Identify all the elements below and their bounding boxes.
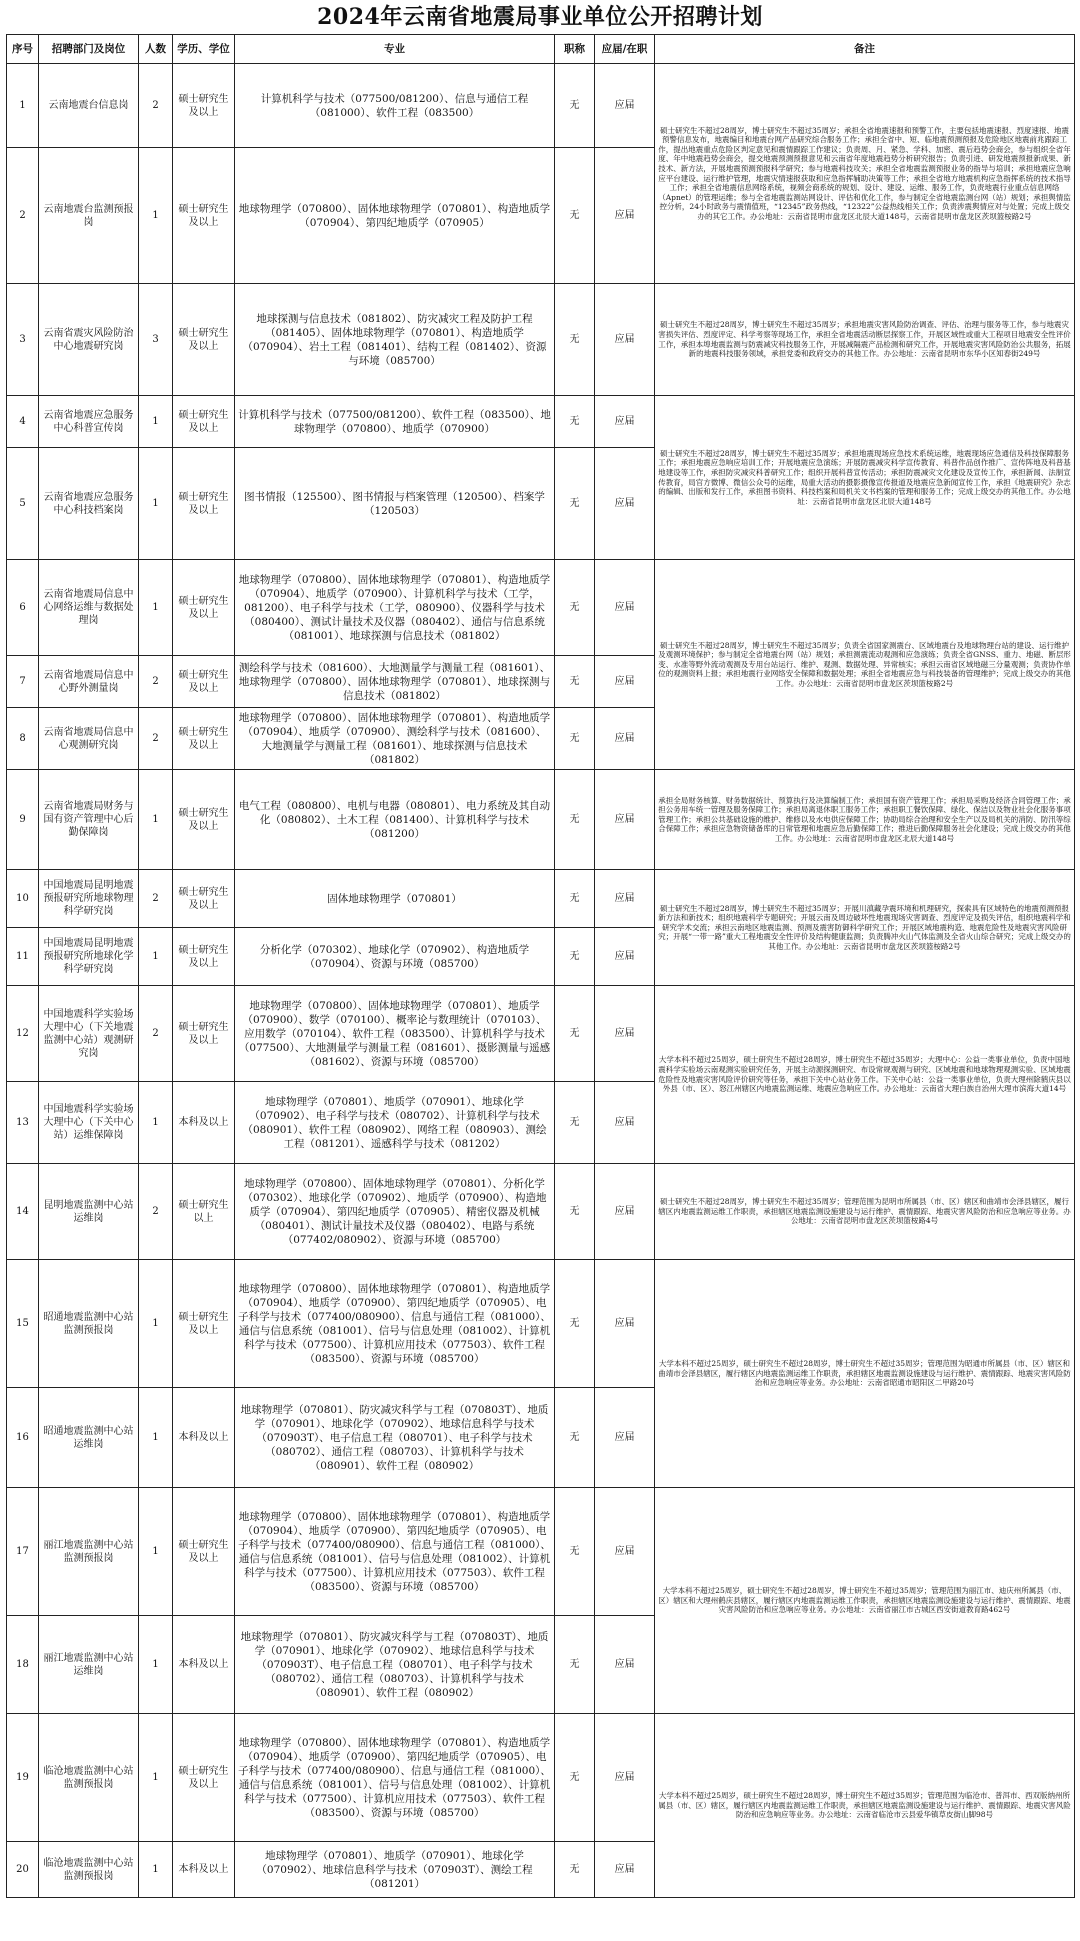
cell-status: 应届 (595, 870, 655, 928)
cell-edu: 本科及以上 (173, 1842, 235, 1898)
table-row (7, 1488, 1075, 1616)
cell-title: 无 (555, 1164, 595, 1260)
table-row (7, 64, 1075, 148)
cell-edu: 硕士研究生及以上 (173, 656, 235, 708)
cell-edu: 硕士研究生及以上 (173, 928, 235, 986)
note-text: 承担全局财务核算、财务数据统计、预算执行及决算编制工作；承担国有资产管理工作；承担局采购及经济合同管理工作；承担公务用车统一管理及服务保障工作；承担局离退休职工服务工作；承担职工餐饮保障、绿化、保洁以及物业社会化服务事项管理工作；承担公共基础设施的维护、维修以及水电供应保障工作；协助局综合治理和安全生产以及局机关的消防、防汛等综合保障工作；承担应急物资储备库的日常管理和地震应急后勤保障工作；推进后勤保障服务社会化建设；完成上级交办的其他工作。办公地址：云南省昆明市盘龙区北辰大道148号 (658, 795, 1071, 843)
table-row (7, 560, 1075, 656)
cell-major: 固体地球物理学（070801） (235, 870, 555, 928)
cell-no: 2 (7, 148, 39, 284)
cell-dept: 临沧地震监测中心站监测预报岗 (39, 1714, 139, 1842)
cell-no: 14 (7, 1164, 39, 1260)
cell-status: 应届 (595, 1714, 655, 1842)
cell-major: 地球物理学（070801）、地质学（070901）、地球化学（070902）、地球信息科学与技术（070903T）、测绘工程（081201） (235, 1842, 555, 1898)
cell-title: 无 (555, 396, 595, 448)
cell-note (655, 1260, 1075, 1488)
cell-count: 1 (139, 1082, 173, 1164)
cell-status: 应届 (595, 448, 655, 560)
cell-edu: 硕士研究生及以上 (173, 1714, 235, 1842)
cell-no: 16 (7, 1388, 39, 1488)
cell-dept: 昆明地震监测中心站运维岗 (39, 1164, 139, 1260)
cell-title: 无 (555, 148, 595, 284)
cell-major: 地球物理学（070801）、地质学（070901）、地球化学（070902）、电子科学与技术（080702）、计算机科学与技术（080901）、软件工程（080902）、网络工程（080903）、测绘工程（081201）、遥感科学与技术（081202） (235, 1082, 555, 1164)
cell-note (655, 986, 1075, 1164)
cell-count: 1 (139, 1260, 173, 1388)
cell-edu: 硕士研究生及以上 (173, 64, 235, 148)
table-row (7, 986, 1075, 1082)
cell-count: 1 (139, 1842, 173, 1898)
cell-edu: 本科及以上 (173, 1082, 235, 1164)
cell-title: 无 (555, 656, 595, 708)
cell-no: 18 (7, 1616, 39, 1714)
cell-note (655, 1488, 1075, 1714)
cell-dept: 云南省地震局信息中心野外测量岗 (39, 656, 139, 708)
cell-no: 7 (7, 656, 39, 708)
cell-no: 13 (7, 1082, 39, 1164)
cell-dept: 中国地震科学实验场大理中心（下关中心站）运维保障岗 (39, 1082, 139, 1164)
cell-status: 应届 (595, 928, 655, 986)
cell-status: 应届 (595, 1488, 655, 1616)
cell-no: 9 (7, 770, 39, 870)
table-row (7, 1164, 1075, 1260)
note-text: 硕士研究生不超过28周岁，博士研究生不超过35周岁；负责全省国家测震台、区域地震台及地球物理台站的建设、运行维护及观测环境保护；参与制定全省地震台网（站）规划；承担测震流动观测和应急演练；负责全省GNSS、重力、地磁、断层形变、水准等野外流动观测及专用台站运行、维护、观测、数据处理、异常核实；承担云南省区域地磁三分量观测；负责协作单位的观测资料上报；承担地震行业网络安全保障和数据处理；承担全省地震应急与科技装备的管理维护；完成上级交办的其他工作。办公地址：云南省昆明市盘龙区茨坝篮桉路2号 (658, 640, 1071, 688)
cell-note (655, 870, 1075, 986)
cell-major: 地球物理学（070800）、固体地球物理学（070801）、地质学（070900）、数学（070100）、概率论与数理统计（070103）、应用数学（070104）、软件工程（083500）、计算机科学与技术（077500）、大地测量学与测量工程（081601）、摄影测量与遥感（081602）、资源与环境（085700） (235, 986, 555, 1082)
cell-edu: 硕士研究生及以上 (173, 560, 235, 656)
cell-no: 5 (7, 448, 39, 560)
cell-edu: 本科及以上 (173, 1616, 235, 1714)
cell-edu: 硕士研究生及以上 (173, 396, 235, 448)
cell-title: 无 (555, 1714, 595, 1842)
table-row (7, 770, 1075, 870)
note-text: 大学本科不超过25周岁，硕士研究生不超过28周岁，博士研究生不超过35周岁；大理中心：公益一类事业单位，负责中国地震科学实验场云南观测实验研究任务，开展主动源探测研究、布设常规观测与研究、区域地震和地球物理观测实验、区域地震危险性及地震灾害风险评价研究等任务，承担下关中心站业务工作。下关中心站：公益一类事业单位，负责大理州除鹤庆县以外县（市、区）、怒江州辖区内地震监测运维、地震应急响应工作。办公地址：云南省大理白族自治州大理市滨海大道14号 (658, 1055, 1071, 1094)
header-status: 应届/在职 (595, 35, 655, 64)
cell-count: 2 (139, 708, 173, 770)
cell-dept: 丽江地震监测中心站运维岗 (39, 1616, 139, 1714)
cell-major: 电气工程（080800）、电机与电器（080801）、电力系统及其自动化（080802）、土木工程（081400）、计算机科学与技术（081200） (235, 770, 555, 870)
cell-title: 无 (555, 1260, 595, 1388)
cell-title: 无 (555, 1388, 595, 1488)
cell-status: 应届 (595, 148, 655, 284)
cell-major: 计算机科学与技术（077500/081200）、信息与通信工程（081000）、软件工程（083500） (235, 64, 555, 148)
cell-note (655, 770, 1075, 870)
cell-dept: 云南地震台信息岗 (39, 64, 139, 148)
cell-status: 应届 (595, 64, 655, 148)
cell-edu: 硕士研究生及以上 (173, 986, 235, 1082)
cell-status: 应届 (595, 560, 655, 656)
table-row (7, 1714, 1075, 1842)
cell-no: 3 (7, 284, 39, 396)
note-text: 硕士研究生不超过28周岁，博士研究生不超过35周岁；承担地震灾害风险防治调查、评估、治理与服务等工作，参与地震灾害损失评估、烈度评定、科学考察等现场工作，承担全省地震活动断层探察工作，开展区域性或重大工程项目地震安全性评价工作，承担本埠地震监测与防震减灾科技服务工作，开展减隔震产品检测和研究工作，开展地震灾害风险防治公共服务，拓展新的地震科技服务领域，承担党委和政府交办的其他工作。办公地址：云南省昆明市东华小区知春街249号 (658, 320, 1071, 359)
cell-status: 应届 (595, 770, 655, 870)
cell-count: 2 (139, 656, 173, 708)
cell-major: 地球物理学（070801）、防灾减灾科学与工程（070803T）、地质学（070901）、地球化学（070902）、地球信息科学与技术（070903T）、电子信息工程（080701）、电子科学与技术（080702）、通信工程（080703）、计算机科学与技术（080901）、软件工程（080902） (235, 1616, 555, 1714)
table-row (7, 284, 1075, 396)
cell-edu: 硕士研究生及以上 (173, 1488, 235, 1616)
cell-title: 无 (555, 1616, 595, 1714)
cell-edu: 硕士研究生及以上 (173, 448, 235, 560)
cell-status: 应届 (595, 1164, 655, 1260)
cell-note (655, 284, 1075, 396)
cell-status: 应届 (595, 1616, 655, 1714)
note-text: 硕士研究生不超过28周岁，博士研究生不超过35周岁；开展川滇藏孕震环境和机理研究，探索具有区域特色的地震预测预报新方法和新技术；组织地震科学专题研究；开展云南及周边破坏性地震现场灾害调查、烈度评定及损失评估，组织地震科学和研究学术交流；承担云南地区地震监测、预测及震害防御科学研究工作；开展区域地震构造、地震危险性及地震灾害风险研究；开展“一带一路”重大工程地震安全性评价及结构健康监测；负责腾冲火山气体监测及全省火山综合研究；完成上级交办的其他工作。办公地址：云南省昆明市盘龙区茨坝篮桉路2号 (658, 903, 1071, 951)
note-text: 大学本科不超过25周岁，硕士研究生不超过28周岁，博士研究生不超过35周岁；管理范围为临沧市、普洱市、西双版纳州所属县（市、区）辖区，履行辖区内地震监测运维工作职责，承担辖区地震监测设施建设与运行维护、震情跟踪、地震灾害风险防治和应急响应等业务。办公地址：云南省临沧市云县爱华镇草皮街山脚98号 (658, 1791, 1071, 1820)
note-text: 硕士研究生不超过28周岁，博士研究生不超过35周岁；承担地震现场应急技术系统运维，地震现场应急通信及科技保障服务工作；承担地震应急响应培训工作；开展地震应急演练；开展防震减灾科学宣传教育、科普作品创作推广、宣传阵地及科普基地建设等工作，承担防灾减灾科普研究工作；组织开展科普宣传活动；承担防震减灾文化建设及宣传工作，承担新闻、法制宣传教育，局官方微博、微信公众号的运维，局重大活动的摄影摄像宣传报道及地震应急新闻宣传工作，承担《地震研究》杂志的编辑、出版和发行工作，承担图书资料、科技档案和局机关文书档案的管理和服务工作；完成上级交办的其他工作。办公地址：云南省昆明市盘龙区北辰大道148号 (658, 448, 1071, 506)
page-title: 2024年云南省地震局事业单位公开招聘计划 (317, 4, 763, 30)
cell-dept: 云南地震台监测预报岗 (39, 148, 139, 284)
cell-major: 地球物理学（070800）、固体地球物理学（070801）、构造地质学（070904）、地质学（070900）、第四纪地质学（070905）、电子科学与技术（077400/080900）、信息与通信工程（081000）、通信与信息系统（081001）、信号与信息处理（081002）、计算机科学与技术（077500）、计算机应用技术（077503）、软件工程（083500）、资源与环境（085700） (235, 1488, 555, 1616)
cell-edu: 本科及以上 (173, 1388, 235, 1488)
cell-edu: 硕士研究生及以上 (173, 1260, 235, 1388)
cell-dept: 中国地震局昆明地震预报研究所地球化学科学研究岗 (39, 928, 139, 986)
cell-major: 地球物理学（070800）、固体地球物理学（070801）、构造地质学（070904）、地质学（070900）、第四纪地质学（070905）、电子科学与技术（077400/080900）、信息与通信工程（081000）、通信与信息系统（081001）、信号与信息处理（081002）、计算机科学与技术（077500）、计算机应用技术（077503）、软件工程（083500）、资源与环境（085700） (235, 1260, 555, 1388)
cell-edu: 硕士研究生及以上 (173, 284, 235, 396)
header-count: 人数 (139, 35, 173, 64)
cell-dept: 云南省震灾风险防治中心地震研究岗 (39, 284, 139, 396)
cell-no: 20 (7, 1842, 39, 1898)
header-no: 序号 (7, 35, 39, 64)
cell-edu: 硕士研究生及以上 (173, 870, 235, 928)
cell-edu: 硕士研究生以上 (173, 1164, 235, 1260)
cell-major: 测绘科学与技术（081600）、大地测量学与测量工程（081601）、地球物理学（070800）、固体地球物理学（070801）、地球探测与信息技术（081802） (235, 656, 555, 708)
recruitment-table (6, 34, 1075, 1898)
note-text: 大学本科不超过25周岁，硕士研究生不超过28周岁，博士研究生不超过35周岁；管理范围为丽江市、迪庆州所属县（市、区）辖区和大理州鹤庆县辖区，履行辖区内地震监测运维工作职责，承担辖区地震监测设施建设与运行维护、震情跟踪、地震灾害风险防治和应急响应等业务。办公地址：云南省丽江市古城区西安街道教育路462号 (658, 1586, 1071, 1615)
cell-count: 2 (139, 986, 173, 1082)
cell-dept: 中国地震局昆明地震预报研究所地球物理科学研究岗 (39, 870, 139, 928)
cell-status: 应届 (595, 396, 655, 448)
cell-count: 2 (139, 870, 173, 928)
cell-no: 10 (7, 870, 39, 928)
header-row (7, 35, 1075, 64)
cell-dept: 中国地震科学实验场大理中心（下关地震监测中心站）观测研究岗 (39, 986, 139, 1082)
cell-major: 计算机科学与技术（077500/081200）、软件工程（083500）、地球物理学（070800）、地质学（070900） (235, 396, 555, 448)
note-text: 硕士研究生不超过28周岁，博士研究生不超过35周岁；承担全省地震速报和预警工作，主要包括地震速报、烈度速报、地震预警信息发布，地震编目和地震台网产品研究综合服务工作；承担全省中、短、临地震预测预报及危险地区地震前兆跟踪工作，提出地震重点危险区判定意见和震情跟踪工作建议；负责周、月、紧急、学科、加密、震后趋势会商会，参与组织全省年度、年中地震趋势会商会，提交地震预测预报意见和云南省年度地震趋势分析研究报告；负责引进、研发地震预报新成果、新技术、新方法，开展地震预测预报科学研究；参与地震科技攻关；承担全省地震监测预报业务的指导与培训；承担地震应急响应平台建设、运行维护管理，地震灾情速报获取和应急指挥辅助决策等工作；承担全省地方地震机构应急指挥系统的技术指导工作；承担全省地震信息网络系统，视频会商系统的规划、设计、建设、运维、服务工作，负责地震行业重点信息网络（Apnet）的管理运维；参与全省地震监测站网设计、评估和优化工作，参与制定全省地震监测台网（站）规划；承担舆情监控分析，24小时政务与震情值班，“12345”政务热线，“12322”公益热线相关工作；负责涉震舆情应对与处置；完成上级交办的其它工作。办公地址：云南省昆明市盘龙区北辰大道148号，云南省昆明市盘龙区茨坝篮桉路2号 (658, 125, 1071, 221)
cell-major: 地球物理学（070801）、防灾减灾科学与工程（070803T）、地质学（070901）、地球化学（070902）、地球信息科学与技术（070903T）、电子信息工程（080701）、电子科学与技术（080702）、通信工程（080703）、计算机科学与技术（080901）、软件工程（080902） (235, 1388, 555, 1488)
cell-dept: 云南省地震局信息中心网络运维与数据处理岗 (39, 560, 139, 656)
note-text: 大学本科不超过25周岁，硕士研究生不超过28周岁，博士研究生不超过35周岁；管理范围为昭通市所属县（市、区）辖区和曲靖市会泽县辖区，履行辖区内地震监测运维工作职责，承担辖区地震监测设施建设与运行维护、震情跟踪、地震灾害风险防治和应急响应等业务。办公地址：云南省昭通市昭阳区二甲路20号 (658, 1359, 1071, 1388)
note-text: 硕士研究生不超过28周岁，博士研究生不超过35周岁；管理范围为昆明市所属县（市、区）辖区和曲靖市会泽县辖区，履行辖区内地震监测运维工作职责，承担辖区地震监测设施建设与运行维护、震情跟踪、地震灾害风险防治和应急响应等业务。办公地址：云南省昆明市盘龙区茨坝篮桉路4号 (658, 1197, 1071, 1226)
header-notes: 备注 (655, 35, 1075, 64)
cell-dept: 云南省地震局信息中心观测研究岗 (39, 708, 139, 770)
cell-title: 无 (555, 870, 595, 928)
cell-count: 1 (139, 770, 173, 870)
cell-dept: 云南省地震应急服务中心科普宣传岗 (39, 396, 139, 448)
cell-no: 6 (7, 560, 39, 656)
cell-title: 无 (555, 64, 595, 148)
cell-status: 应届 (595, 708, 655, 770)
cell-title: 无 (555, 708, 595, 770)
cell-status: 应届 (595, 284, 655, 396)
cell-major: 地球物理学（070800）、固体地球物理学（070801）、构造地质学（070904）、地质学（070900）、计算机科学与技术（工学，081200）、电子科学与技术（工学，080900）、仪器科学与技术（080400）、测试计量技术及仪器（080402）、通信与信息系统（081001）、地球探测与信息技术（081802） (235, 560, 555, 656)
header-major: 专业 (235, 35, 555, 64)
cell-title: 无 (555, 928, 595, 986)
cell-title: 无 (555, 284, 595, 396)
cell-status: 应届 (595, 986, 655, 1082)
cell-dept: 云南省地震应急服务中心科技档案岗 (39, 448, 139, 560)
table-row (7, 870, 1075, 928)
cell-dept: 昭通地震监测中心站运维岗 (39, 1388, 139, 1488)
cell-major: 图书情报（125500）、图书情报与档案管理（120500）、档案学（120503） (235, 448, 555, 560)
cell-note (655, 1714, 1075, 1898)
cell-count: 1 (139, 448, 173, 560)
cell-no: 4 (7, 396, 39, 448)
header-dept: 招聘部门及岗位 (39, 35, 139, 64)
cell-count: 1 (139, 1616, 173, 1714)
cell-edu: 硕士研究生及以上 (173, 708, 235, 770)
cell-count: 1 (139, 560, 173, 656)
cell-status: 应届 (595, 1842, 655, 1898)
cell-no: 12 (7, 986, 39, 1082)
cell-note (655, 560, 1075, 770)
cell-count: 1 (139, 1388, 173, 1488)
cell-title: 无 (555, 986, 595, 1082)
cell-status: 应届 (595, 656, 655, 708)
cell-dept: 云南省地震局财务与国有资产管理中心后勤保障岗 (39, 770, 139, 870)
cell-note (655, 396, 1075, 560)
cell-count: 1 (139, 1714, 173, 1842)
cell-edu: 硕士研究生及以上 (173, 148, 235, 284)
header-edu: 学历、学位 (173, 35, 235, 64)
cell-count: 2 (139, 64, 173, 148)
cell-major: 分析化学（070302）、地球化学（070902）、构造地质学（070904）、资源与环境（085700） (235, 928, 555, 986)
cell-no: 15 (7, 1260, 39, 1388)
cell-count: 3 (139, 284, 173, 396)
cell-count: 1 (139, 1488, 173, 1616)
cell-dept: 丽江地震监测中心站监测预报岗 (39, 1488, 139, 1616)
cell-no: 17 (7, 1488, 39, 1616)
cell-no: 11 (7, 928, 39, 986)
cell-no: 19 (7, 1714, 39, 1842)
cell-note (655, 1164, 1075, 1260)
cell-major: 地球物理学（070800）、固体地球物理学（070801）、构造地质学（070904）、第四纪地质学（070905） (235, 148, 555, 284)
header-title: 职称 (555, 35, 595, 64)
cell-status: 应届 (595, 1260, 655, 1388)
cell-no: 8 (7, 708, 39, 770)
cell-title: 无 (555, 1082, 595, 1164)
cell-title: 无 (555, 560, 595, 656)
cell-major: 地球物理学（070800）、固体地球物理学（070801）、构造地质学（070904）、地质学（070900）、第四纪地质学（070905）、电子科学与技术（077400/080900）、信息与通信工程（081000）、通信与信息系统（081001）、信号与信息处理（081002）、计算机科学与技术（077500）、计算机应用技术（077503）、软件工程（083500）、资源与环境（085700） (235, 1714, 555, 1842)
cell-major: 地球物理学（070800）、固体地球物理学（070801）、分析化学（070302）、地球化学（070902）、地质学（070900）、构造地质学（070904）、第四纪地质学（070905）、精密仪器及机械（080401）、测试计量技术及仪器（080402）、电路与系统（077402/080902）、资源与环境（085700） (235, 1164, 555, 1260)
cell-title: 无 (555, 448, 595, 560)
cell-count: 1 (139, 148, 173, 284)
cell-title: 无 (555, 1842, 595, 1898)
cell-count: 2 (139, 1164, 173, 1260)
cell-title: 无 (555, 1488, 595, 1616)
table-row (7, 1260, 1075, 1388)
cell-edu: 硕士研究生及以上 (173, 770, 235, 870)
cell-note (655, 64, 1075, 284)
cell-count: 1 (139, 396, 173, 448)
cell-major: 地球探测与信息技术（081802）、防灾减灾工程及防护工程（081405）、固体地球物理学（070801）、构造地质学（070904）、岩土工程（081401）、结构工程（081402）、资源与环境（085700） (235, 284, 555, 396)
cell-status: 应届 (595, 1082, 655, 1164)
cell-no: 1 (7, 64, 39, 148)
cell-major: 地球物理学（070800）、固体地球物理学（070801）、构造地质学（070904）、地质学（070900）、测绘科学与技术（081600）、大地测量学与测量工程（081601）、地球探测与信息技术（081802） (235, 708, 555, 770)
cell-title: 无 (555, 770, 595, 870)
cell-dept: 临沧地震监测中心站监测预报岗 (39, 1842, 139, 1898)
cell-count: 1 (139, 928, 173, 986)
cell-status: 应届 (595, 1388, 655, 1488)
table-row (7, 396, 1075, 448)
cell-dept: 昭通地震监测中心站监测预报岗 (39, 1260, 139, 1388)
